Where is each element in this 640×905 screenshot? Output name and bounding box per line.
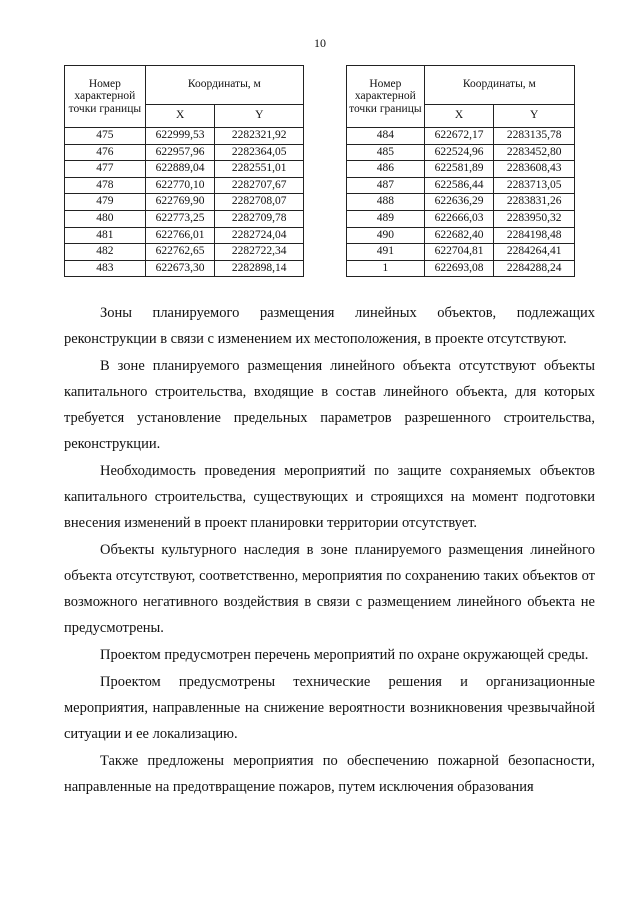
cell-x: 622999,53 xyxy=(145,128,215,145)
cell-y: 2284198,48 xyxy=(494,227,575,244)
cell-x: 622704,81 xyxy=(424,244,494,261)
cell-y: 2283135,78 xyxy=(494,128,575,145)
header-point-number: Номер характерной точки границы xyxy=(347,66,425,128)
cell-x: 622636,29 xyxy=(424,194,494,211)
table-row xyxy=(65,210,304,227)
paragraph: Проектом предусмотрен перечень мероприятий по охране окружающей среды. xyxy=(100,647,589,663)
cell-x: 622682,40 xyxy=(424,227,494,244)
cell-x: 622586,44 xyxy=(424,177,494,194)
cell-y: 2283608,43 xyxy=(494,161,575,178)
paragraph: Зоны планируемого размещения линейных объектов, подлежащих реконструкции в связи с изменением их местоположения, в проекте отсутствуют. xyxy=(64,305,595,347)
cell-x: 622666,03 xyxy=(424,210,494,227)
body-text xyxy=(64,300,595,800)
table-row xyxy=(65,177,304,194)
cell-point: 476 xyxy=(65,144,146,161)
paragraph: Также предложены мероприятия по обеспечению пожарной безопасности, направленные на предотвращение пожаров, путем исключения образования xyxy=(64,753,595,795)
cell-y: 2282364,05 xyxy=(215,144,304,161)
paragraph: Объекты культурного наследия в зоне планируемого размещения линейного объекта отсутствуют, соответственно, мероприятия по сохранению таких объектов от возможного негативного воздействия в связи с размещением линейного объекта не предусмотрены. xyxy=(64,542,595,636)
cell-y: 2283713,05 xyxy=(494,177,575,194)
cell-point: 482 xyxy=(65,244,146,261)
table-row xyxy=(347,244,575,261)
cell-y: 2282321,92 xyxy=(215,128,304,145)
cell-point: 479 xyxy=(65,194,146,211)
paragraph: В зоне планируемого размещения линейного объекта отсутствуют объекты капитального строительства, входящие в состав линейного объекта, для которых требуется установление предельных параметров разрешенного строительства, реконструкции. xyxy=(64,358,595,452)
cell-point: 481 xyxy=(65,227,146,244)
cell-point: 478 xyxy=(65,177,146,194)
cell-y: 2283831,26 xyxy=(494,194,575,211)
cell-x: 622524,96 xyxy=(424,144,494,161)
table-row xyxy=(347,210,575,227)
header-point-number: Номер характерной точки границы xyxy=(65,66,146,128)
cell-y: 2283950,32 xyxy=(494,210,575,227)
cell-y: 2284288,24 xyxy=(494,260,575,277)
paragraph: Необходимость проведения мероприятий по защите сохраняемых объектов капитального строительства, существующих и строящихся на момент подготовки внесения изменений в проект планировки территории отсутствует. xyxy=(64,463,595,531)
cell-point: 484 xyxy=(347,128,425,145)
cell-x: 622766,01 xyxy=(145,227,215,244)
cell-point: 483 xyxy=(65,260,146,277)
cell-point: 477 xyxy=(65,161,146,178)
coordinates-table-left xyxy=(64,65,304,277)
cell-point: 486 xyxy=(347,161,425,178)
paragraph: Проектом предусмотрены технические решения и организационные мероприятия, направленные на снижение вероятности возникновения чрезвычайной ситуации и ее локализацию. xyxy=(64,674,595,742)
cell-point: 491 xyxy=(347,244,425,261)
cell-x: 622581,89 xyxy=(424,161,494,178)
cell-y: 2282709,78 xyxy=(215,210,304,227)
header-x: X xyxy=(424,105,494,128)
cell-y: 2282724,04 xyxy=(215,227,304,244)
cell-y: 2282551,01 xyxy=(215,161,304,178)
table-row xyxy=(347,177,575,194)
cell-x: 622762,65 xyxy=(145,244,215,261)
cell-x: 622770,10 xyxy=(145,177,215,194)
header-y: Y xyxy=(215,105,304,128)
page-number: 10 xyxy=(314,36,326,50)
cell-y: 2282898,14 xyxy=(215,260,304,277)
table-row xyxy=(347,227,575,244)
cell-point: 485 xyxy=(347,144,425,161)
header-y: Y xyxy=(494,105,575,128)
table-row xyxy=(347,260,575,277)
cell-x: 622673,30 xyxy=(145,260,215,277)
cell-point: 490 xyxy=(347,227,425,244)
cell-x: 622672,17 xyxy=(424,128,494,145)
cell-x: 622769,90 xyxy=(145,194,215,211)
cell-x: 622693,08 xyxy=(424,260,494,277)
cell-y: 2282707,67 xyxy=(215,177,304,194)
table-row xyxy=(65,194,304,211)
cell-x: 622957,96 xyxy=(145,144,215,161)
table-row xyxy=(65,260,304,277)
cell-y: 2282722,34 xyxy=(215,244,304,261)
header-x: X xyxy=(145,105,215,128)
coordinates-table-right xyxy=(346,65,575,277)
cell-point: 475 xyxy=(65,128,146,145)
cell-point: 1 xyxy=(347,260,425,277)
table-row xyxy=(347,128,575,145)
cell-y: 2282708,07 xyxy=(215,194,304,211)
table-row xyxy=(65,244,304,261)
header-coordinates: Координаты, м xyxy=(424,66,574,105)
table-row xyxy=(65,144,304,161)
table-row xyxy=(347,194,575,211)
cell-point: 487 xyxy=(347,177,425,194)
table-row xyxy=(347,144,575,161)
cell-y: 2284264,41 xyxy=(494,244,575,261)
header-coordinates: Координаты, м xyxy=(145,66,303,105)
cell-point: 488 xyxy=(347,194,425,211)
table-row xyxy=(65,227,304,244)
table-row xyxy=(65,128,304,145)
cell-point: 489 xyxy=(347,210,425,227)
cell-y: 2283452,80 xyxy=(494,144,575,161)
cell-point: 480 xyxy=(65,210,146,227)
cell-x: 622773,25 xyxy=(145,210,215,227)
table-row xyxy=(347,161,575,178)
cell-x: 622889,04 xyxy=(145,161,215,178)
table-row xyxy=(65,161,304,178)
